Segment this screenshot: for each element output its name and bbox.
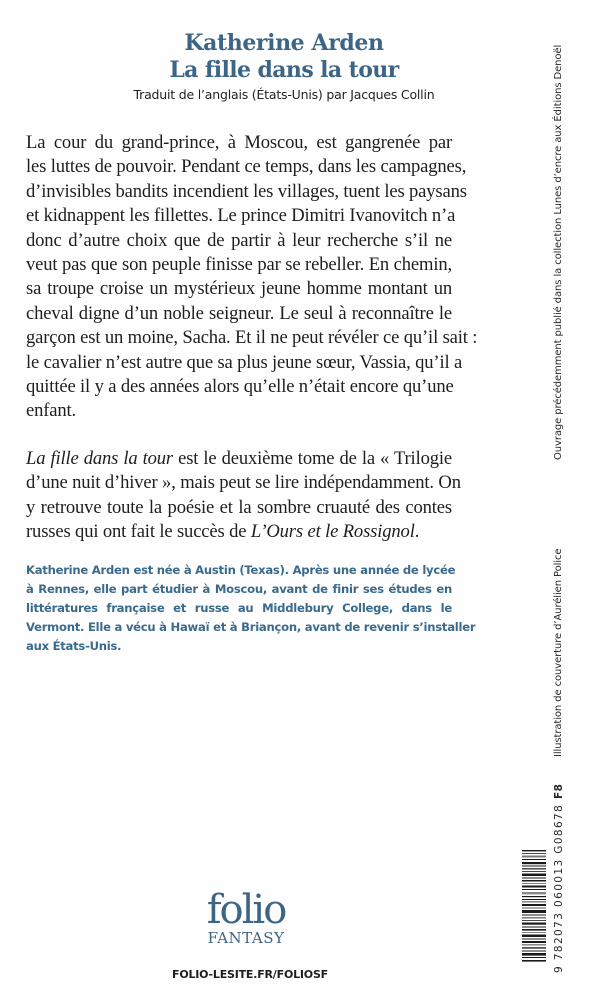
barcode-bar xyxy=(522,953,546,956)
barcode-bar xyxy=(522,868,546,870)
author-name: Katherine Arden xyxy=(184,30,384,56)
logo-collection: FANTASY xyxy=(207,929,285,947)
barcode-bar xyxy=(522,923,546,925)
barcode-bar xyxy=(522,939,546,940)
bio-line: aux États-Unis. xyxy=(26,639,122,653)
publisher-note: Ouvrage précédemment publié dans la collection Lunes d’encre aux Éditions Denoël xyxy=(553,44,564,460)
synopsis-line: garçon est un moine, Sacha. Et il ne peut révéler ce qu’il sait : xyxy=(26,327,478,349)
barcode-bar xyxy=(522,866,546,867)
synopsis-paragraph-2 xyxy=(26,447,461,545)
website-link[interactable]: FOLIO-LESITE.FR/FOLIOSF xyxy=(172,968,328,981)
synopsis-line: les luttes de pouvoir. Pendant ce temps, dans les campagnes, xyxy=(26,156,467,178)
synopsis-line: sa troupe croise un mystérieux jeune homme montant un xyxy=(26,278,452,300)
barcode-bar xyxy=(522,883,546,884)
synopsis-line: veut pas que son peuple finisse par se rebeller. En chemin, xyxy=(26,254,452,276)
bio-line: littératures française et russe au Middlebury College, dans le xyxy=(26,601,452,615)
isbn-number: 9 782073 060013 xyxy=(553,858,565,973)
barcode-bar xyxy=(522,935,546,938)
folio-fantasy-logo xyxy=(196,887,296,947)
barcode-bar xyxy=(522,957,546,958)
barcode-bar xyxy=(522,929,546,931)
previous-book-title: L’Ours et le Rossignol xyxy=(250,521,415,543)
barcode-bar xyxy=(522,889,546,890)
synopsis-line: y retrouve toute la poésie et la sombre cruauté des contes xyxy=(26,496,452,518)
bio-line: Katherine Arden est née à Austin (Texas). Après une année de lycée xyxy=(26,563,456,577)
synopsis xyxy=(26,131,478,545)
barcode-bar xyxy=(522,960,546,962)
synopsis-line: enfant. xyxy=(26,400,77,422)
barcode-bar xyxy=(522,886,546,888)
barcode-bar xyxy=(522,853,546,854)
barcode-bar xyxy=(522,896,546,897)
translator-credit: Traduit de l’anglais (États-Unis) par Jacques Collin xyxy=(133,87,435,102)
synopsis-line: cheval digne d’un noble seigneur. Le seul à reconnaître le xyxy=(26,302,452,324)
synopsis-line: quittée il y a des années alors qu’elle n’était encore qu’une xyxy=(26,376,454,398)
barcode-bar xyxy=(522,892,546,894)
barcode-bar xyxy=(522,951,546,952)
isbn-line xyxy=(553,784,565,973)
synopsis-text: est le deuxième tome de la « Trilogie xyxy=(173,447,452,469)
barcode-bar xyxy=(522,917,546,919)
synopsis-line: et kidnappent les fillettes. Le prince Dimitri Ivanovitch n’a xyxy=(26,205,456,227)
barcode-bar xyxy=(522,878,546,879)
barcode-bar xyxy=(522,850,546,851)
product-code: G08678 xyxy=(553,803,565,854)
synopsis-line xyxy=(26,520,452,544)
synopsis-line: La cour du grand-prince, à Moscou, est gangrenée par xyxy=(26,132,452,153)
barcode-bar xyxy=(522,932,546,933)
illustration-credit: Illustration de couverture d’Aurélien Police xyxy=(553,548,564,757)
barcode-bar xyxy=(522,899,546,900)
barcode-bar xyxy=(522,902,546,903)
barcode-icon xyxy=(522,850,546,962)
barcode-bar xyxy=(522,908,546,909)
bio-line: à Rennes, elle part étudier à Moscou, avant de finir ses études en xyxy=(26,582,452,596)
bio-line: Vermont. Elle a vécu à Hawaï et à Briançon, avant de revenir s’installer xyxy=(26,620,476,634)
barcode-bar xyxy=(522,862,546,864)
synopsis-line: le cavalier n’est autre que sa plus jeune sœur, Vassia, qu’il a xyxy=(26,351,463,373)
synopsis-line: d’une nuit d’hiver », mais peut se lire indépendamment. On xyxy=(26,472,461,494)
price-code: F8 xyxy=(553,783,565,800)
barcode-bar xyxy=(522,904,546,906)
barcode-bar xyxy=(522,880,546,882)
synopsis-text: russes qui ont fait le succès de xyxy=(26,521,251,543)
barcode-bar xyxy=(522,927,546,928)
author-bio xyxy=(26,561,476,656)
cover-header xyxy=(0,30,540,104)
barcode-bar xyxy=(522,910,546,913)
synopsis-text: . xyxy=(414,521,420,543)
barcode-bar xyxy=(522,856,546,858)
synopsis-paragraph-1 xyxy=(26,131,478,424)
book-title: La fille dans la tour xyxy=(169,57,399,83)
barcode-bar xyxy=(522,859,546,860)
barcode-bar xyxy=(522,874,546,877)
synopsis-line: donc d’autre choix que de partir à leur recherche s’il ne xyxy=(26,229,452,251)
barcode-bar xyxy=(522,920,546,921)
logo-brand: folio xyxy=(206,887,286,933)
barcode-bar xyxy=(522,871,546,872)
barcode-bar xyxy=(522,945,546,946)
barcode-bar xyxy=(522,915,546,916)
barcode-bar xyxy=(522,947,546,949)
synopsis-line: d’invisibles bandits incendient les villages, tuent les paysans xyxy=(26,180,467,202)
barcode-bar xyxy=(522,941,546,943)
synopsis-line xyxy=(26,447,452,471)
book-title-italic: La fille dans la tour xyxy=(26,447,173,469)
